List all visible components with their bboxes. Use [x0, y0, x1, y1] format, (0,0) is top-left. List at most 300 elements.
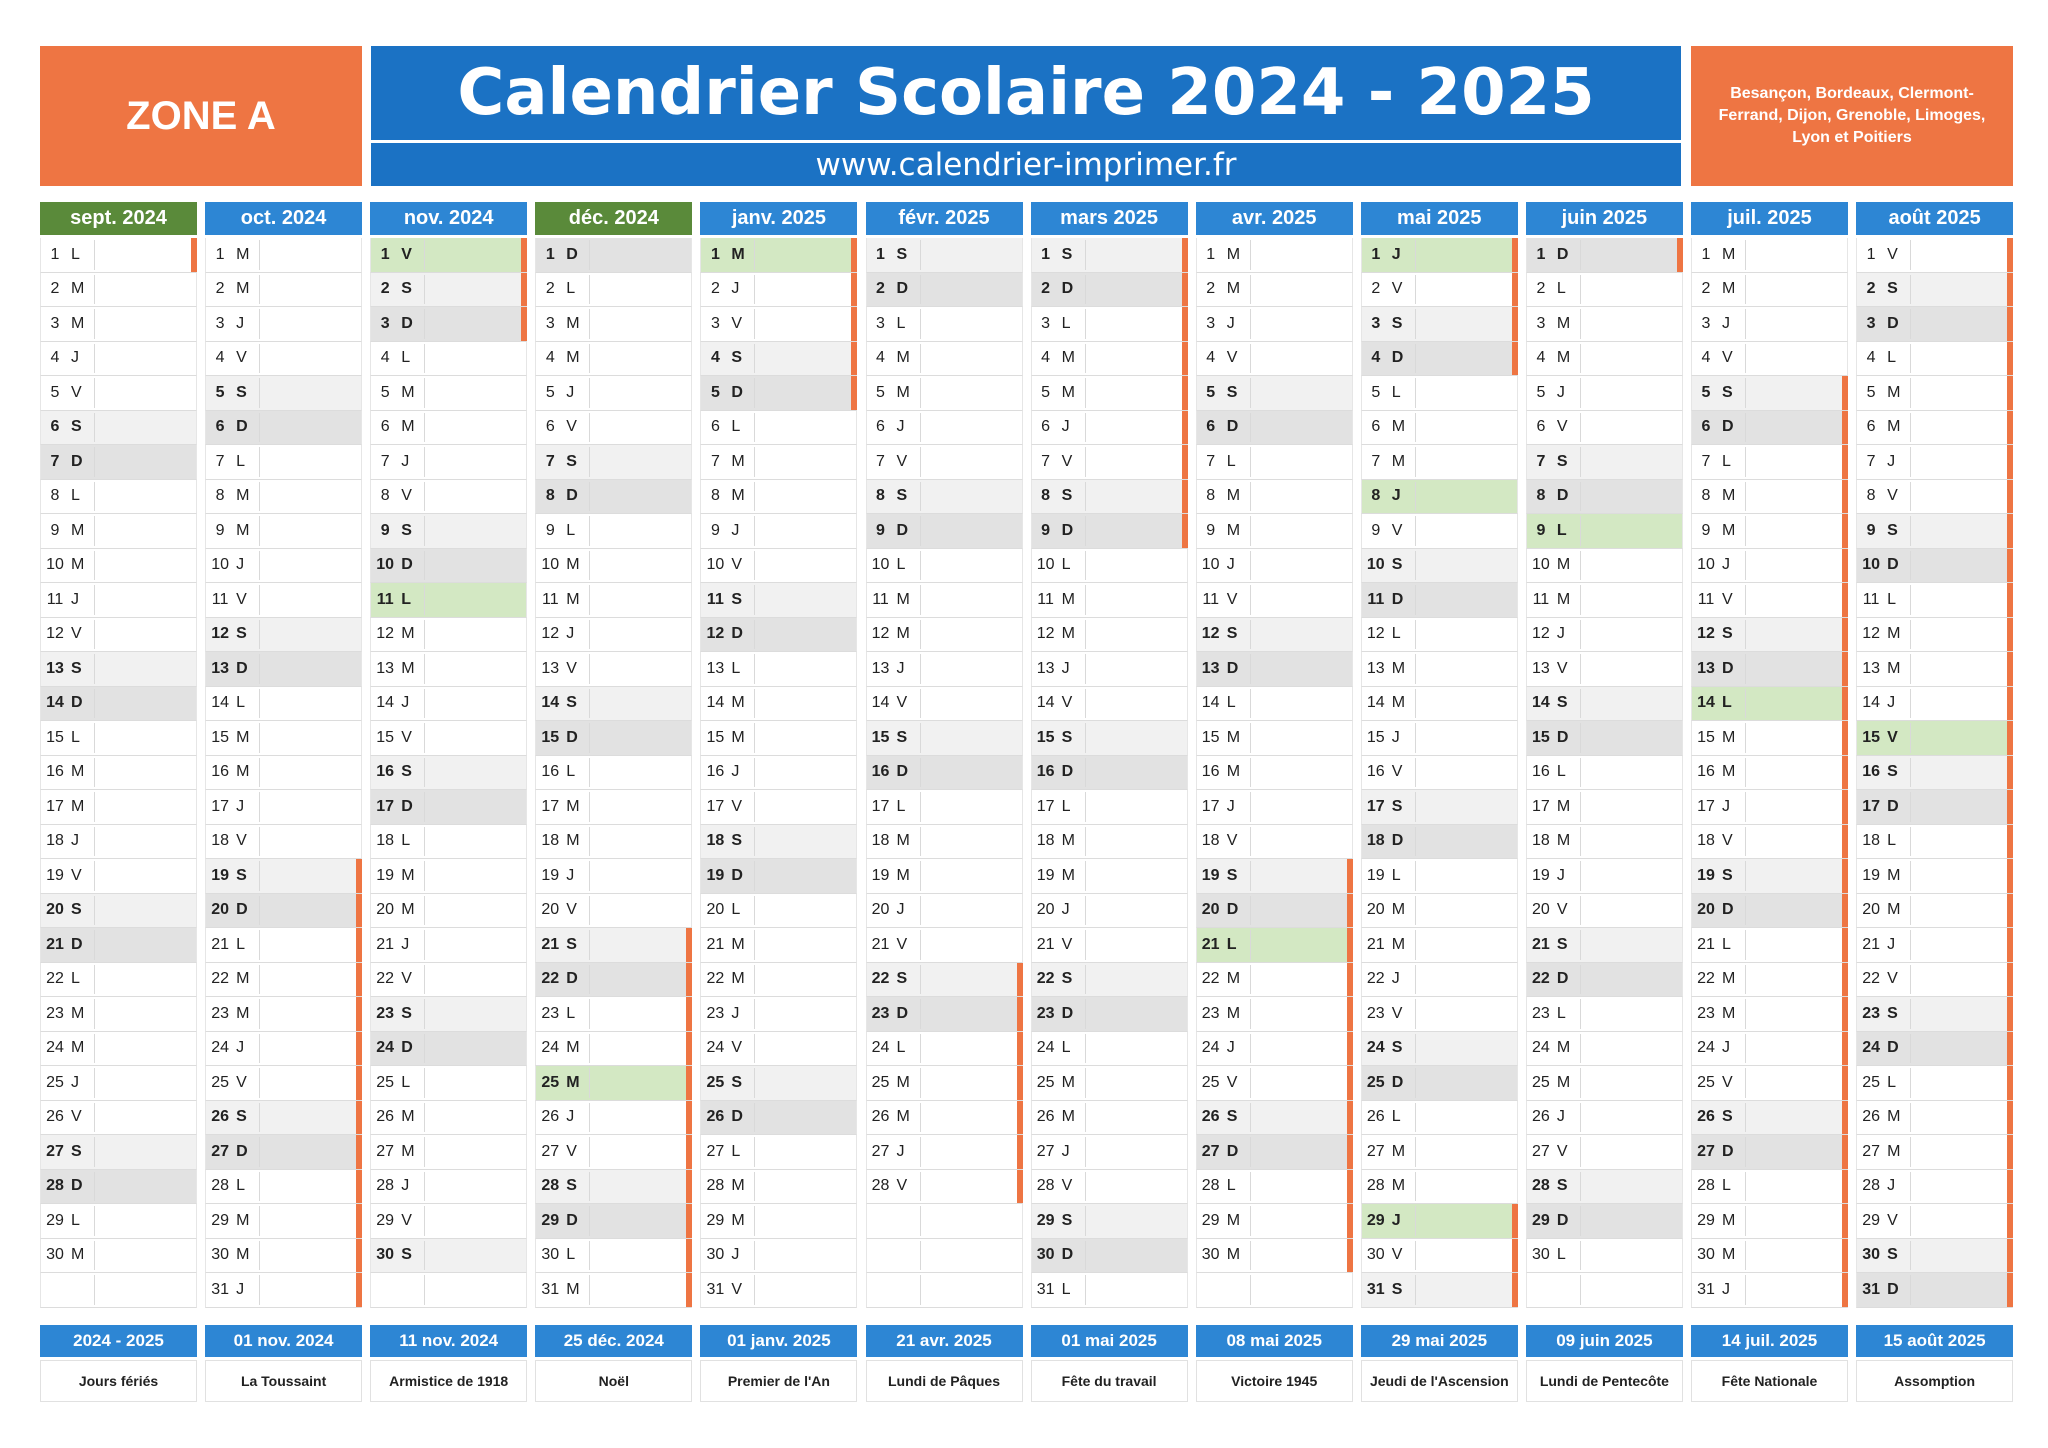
day-row — [700, 411, 857, 446]
vacation-marker — [2007, 1101, 2013, 1135]
vacation-marker — [686, 1032, 692, 1066]
day-row — [535, 1032, 692, 1067]
day-row — [205, 687, 362, 722]
weekday-letter: L — [896, 1039, 906, 1057]
weekday-letter: M — [71, 1246, 85, 1264]
weekday-letter: M — [401, 659, 415, 677]
holiday-date: 11 nov. 2024 — [370, 1325, 527, 1357]
weekday-letter: V — [401, 728, 412, 746]
day-row — [1691, 583, 1848, 618]
day-number: 29 — [1862, 1211, 1880, 1229]
weekday-letter: D — [566, 728, 578, 746]
day-row-empty — [1526, 1273, 1683, 1308]
day-row — [370, 928, 527, 963]
weekday-letter: S — [1061, 970, 1073, 988]
day-row — [1856, 342, 2013, 377]
day-number: 13 — [1201, 659, 1220, 677]
weekday-letter: S — [566, 935, 577, 953]
weekday-letter: S — [1391, 314, 1403, 332]
vacation-marker — [1512, 307, 1518, 341]
month-header: janv. 2025 — [700, 202, 857, 235]
day-number: 17 — [46, 797, 64, 815]
day-number: 9 — [1041, 521, 1051, 539]
day-row — [370, 1032, 527, 1067]
day-row — [40, 756, 197, 791]
day-number: 19 — [1862, 866, 1880, 884]
day-row — [535, 825, 692, 860]
weekday-letter: M — [71, 556, 85, 574]
weekday-letter: L — [1061, 556, 1071, 574]
day-row — [1031, 859, 1188, 894]
day-number: 14 — [706, 694, 725, 712]
weekday-letter: J — [731, 280, 740, 298]
day-row — [40, 307, 197, 342]
day-number: 26 — [871, 1108, 890, 1126]
day-row — [1031, 1204, 1188, 1239]
weekday-letter: L — [1722, 1177, 1731, 1195]
day-number: 16 — [1201, 763, 1220, 781]
day-number: 14 — [46, 694, 64, 712]
day-row — [700, 1066, 857, 1101]
weekday-letter: V — [1887, 487, 1898, 505]
weekday-letter: M — [731, 728, 745, 746]
weekday-letter: S — [1556, 452, 1568, 470]
day-number: 15 — [541, 728, 560, 746]
day-number: 26 — [1531, 1108, 1550, 1126]
day-row — [1526, 342, 1683, 377]
day-number: 12 — [46, 625, 64, 643]
day-number: 12 — [706, 625, 725, 643]
vacation-marker — [1842, 997, 1848, 1031]
day-row — [1361, 273, 1518, 308]
weekday-letter: D — [731, 1108, 743, 1126]
day-number: 15 — [376, 728, 395, 746]
day-row — [535, 238, 692, 273]
day-row — [1196, 652, 1353, 687]
weekday-letter: S — [731, 832, 743, 850]
day-number: 29 — [1036, 1211, 1055, 1229]
weekday-letter: L — [731, 1142, 741, 1160]
day-row — [535, 894, 692, 929]
vacation-marker — [1842, 963, 1848, 997]
day-number: 21 — [1697, 935, 1715, 953]
day-row — [40, 1135, 197, 1170]
weekday-letter: S — [566, 1177, 577, 1195]
weekday-letter: M — [236, 521, 250, 539]
weekday-letter: J — [1722, 1039, 1730, 1057]
weekday-letter: M — [1391, 1177, 1406, 1195]
vacation-marker — [1842, 721, 1848, 755]
day-number: 20 — [541, 901, 560, 919]
day-number: 12 — [1201, 625, 1220, 643]
day-number: 19 — [1531, 866, 1550, 884]
weekday-letter: S — [71, 418, 82, 436]
day-row — [1526, 480, 1683, 515]
weekday-letter: S — [1887, 280, 1898, 298]
vacation-marker — [2007, 514, 2013, 548]
weekday-letter: L — [566, 763, 576, 781]
day-number: 5 — [380, 383, 390, 401]
weekday-letter: L — [1061, 314, 1071, 332]
day-row — [370, 721, 527, 756]
weekday-letter: S — [1061, 487, 1073, 505]
day-number: 23 — [46, 1004, 64, 1022]
title-block — [371, 46, 1681, 186]
day-number: 27 — [376, 1142, 395, 1160]
day-number: 31 — [706, 1280, 725, 1298]
day-number: 27 — [706, 1142, 725, 1160]
day-row — [40, 894, 197, 929]
weekday-letter: J — [566, 625, 575, 643]
day-row — [1526, 583, 1683, 618]
day-row — [1196, 928, 1353, 963]
day-number: 26 — [706, 1108, 725, 1126]
day-number: 10 — [1036, 556, 1055, 574]
day-number: 6 — [1371, 418, 1381, 436]
holiday-name: Victoire 1945 — [1196, 1360, 1353, 1402]
day-number: 28 — [1862, 1177, 1880, 1195]
weekday-letter: L — [401, 590, 411, 608]
day-number: 12 — [541, 625, 560, 643]
day-row — [866, 411, 1023, 446]
day-number: 10 — [1201, 556, 1220, 574]
day-number: 7 — [876, 452, 885, 470]
day-number: 20 — [1531, 901, 1550, 919]
holiday-name: Assomption — [1856, 1360, 2013, 1402]
month-header: août 2025 — [1856, 202, 2013, 235]
day-number: 13 — [871, 659, 890, 677]
weekday-letter: S — [236, 866, 247, 884]
day-row — [1526, 687, 1683, 722]
holiday-date: 01 mai 2025 — [1031, 1325, 1188, 1357]
weekday-letter: D — [401, 797, 413, 815]
day-number: 2 — [1371, 280, 1381, 298]
day-number: 31 — [1862, 1280, 1880, 1298]
vacation-marker — [2007, 342, 2013, 376]
month-header: oct. 2024 — [205, 202, 362, 235]
day-number: 11 — [541, 590, 559, 608]
day-number: 30 — [541, 1246, 560, 1264]
weekday-letter: D — [731, 625, 743, 643]
day-row — [1691, 687, 1848, 722]
vacation-marker — [2007, 963, 2013, 997]
day-number: 17 — [1366, 797, 1385, 815]
weekday-letter: J — [1226, 1039, 1235, 1057]
weekday-letter: L — [731, 659, 741, 677]
day-number: 30 — [211, 1246, 229, 1264]
day-number: 9 — [1866, 521, 1876, 539]
weekday-letter: L — [71, 245, 80, 263]
day-number: 22 — [1862, 970, 1880, 988]
weekday-letter: D — [1226, 418, 1239, 436]
weekday-letter: M — [236, 280, 250, 298]
day-row — [866, 480, 1023, 515]
day-row — [866, 997, 1023, 1032]
day-number: 29 — [1697, 1211, 1715, 1229]
month-column — [1856, 202, 2013, 1308]
day-row — [1691, 825, 1848, 860]
weekday-letter: V — [1391, 280, 1403, 298]
weekday-letter: J — [1226, 314, 1235, 332]
weekday-letter: D — [1391, 1073, 1404, 1091]
weekday-letter: J — [1391, 970, 1400, 988]
day-number: 11 — [46, 590, 64, 608]
weekday-letter: L — [1887, 832, 1896, 850]
day-row — [1361, 652, 1518, 687]
weekday-letter: V — [401, 970, 412, 988]
vacation-marker — [2007, 652, 2013, 686]
weekday-letter: M — [566, 1073, 580, 1091]
day-number: 7 — [1701, 452, 1711, 470]
day-number: 19 — [1036, 866, 1055, 884]
vacation-marker — [2007, 825, 2013, 859]
weekday-letter: M — [1061, 590, 1075, 608]
day-row — [700, 721, 857, 756]
day-row — [370, 549, 527, 584]
day-row — [535, 721, 692, 756]
day-number: 17 — [1201, 797, 1220, 815]
weekday-letter: S — [401, 1004, 412, 1022]
month-header: nov. 2024 — [370, 202, 527, 235]
day-row — [1856, 652, 2013, 687]
weekday-letter: V — [1887, 1211, 1898, 1229]
day-number: 27 — [1366, 1142, 1385, 1160]
day-number: 11 — [872, 590, 889, 608]
day-row — [1196, 411, 1353, 446]
weekday-letter: L — [1556, 1004, 1566, 1022]
weekday-letter: V — [731, 1280, 743, 1298]
day-row — [866, 342, 1023, 377]
day-row — [535, 307, 692, 342]
vacation-marker — [1842, 480, 1848, 514]
day-row — [1361, 825, 1518, 860]
day-number: 3 — [380, 314, 390, 332]
vacation-marker — [2007, 238, 2013, 272]
vacation-marker — [2007, 997, 2013, 1031]
weekday-letter: S — [1887, 521, 1898, 539]
day-row — [1196, 963, 1353, 998]
vacation-marker — [1512, 273, 1518, 307]
day-row — [1856, 1273, 2013, 1308]
weekday-letter: D — [1556, 245, 1569, 263]
day-number: 11 — [376, 590, 394, 608]
day-number: 9 — [545, 521, 555, 539]
day-number: 6 — [50, 418, 60, 436]
website-link[interactable]: www.calendrier-imprimer.fr — [371, 143, 1681, 186]
day-number: 29 — [376, 1211, 395, 1229]
day-row — [1856, 825, 2013, 860]
day-number: 3 — [1371, 314, 1381, 332]
weekday-letter: M — [1061, 349, 1075, 367]
day-row — [1031, 618, 1188, 653]
vacation-marker — [1512, 1204, 1518, 1238]
weekday-letter: L — [1887, 349, 1896, 367]
weekday-letter: V — [896, 694, 908, 712]
day-number: 12 — [376, 625, 395, 643]
day-number: 16 — [211, 763, 229, 781]
day-number: 2 — [1866, 280, 1876, 298]
weekday-letter: S — [1556, 935, 1568, 953]
weekday-letter: J — [1226, 556, 1235, 574]
weekday-letter: L — [1722, 452, 1731, 470]
day-row — [1856, 1101, 2013, 1136]
day-number: 13 — [1531, 659, 1550, 677]
day-row — [1691, 1170, 1848, 1205]
weekday-letter: D — [1226, 901, 1239, 919]
day-row — [866, 307, 1023, 342]
day-row — [1196, 549, 1353, 584]
weekday-letter: M — [731, 694, 745, 712]
day-number: 2 — [380, 280, 390, 298]
day-row — [205, 652, 362, 687]
day-row — [1856, 687, 2013, 722]
day-number: 19 — [211, 866, 229, 884]
day-row — [1856, 894, 2013, 929]
day-row — [1856, 411, 2013, 446]
day-row — [205, 342, 362, 377]
day-number: 23 — [1036, 1004, 1055, 1022]
weekday-letter: L — [1391, 866, 1401, 884]
weekday-letter: V — [1061, 1177, 1073, 1195]
day-number: 21 — [211, 935, 229, 953]
weekday-letter: V — [1226, 832, 1238, 850]
day-row — [370, 480, 527, 515]
day-number: 15 — [706, 728, 725, 746]
day-number: 7 — [1041, 452, 1051, 470]
day-number: 23 — [541, 1004, 560, 1022]
weekday-letter: J — [566, 383, 575, 401]
weekday-letter: M — [1226, 728, 1241, 746]
day-row — [1526, 1032, 1683, 1067]
vacation-marker — [521, 273, 527, 307]
day-number: 19 — [376, 866, 395, 884]
day-number: 18 — [1862, 832, 1880, 850]
day-row — [700, 1032, 857, 1067]
day-number: 13 — [1366, 659, 1385, 677]
day-row — [370, 687, 527, 722]
day-number: 25 — [871, 1073, 890, 1091]
vacation-marker — [356, 1135, 362, 1169]
weekday-letter: D — [566, 1211, 578, 1229]
month-column — [1526, 202, 1683, 1308]
weekday-letter: L — [566, 280, 576, 298]
day-number: 27 — [1531, 1142, 1550, 1160]
weekday-letter: S — [401, 521, 412, 539]
day-number: 16 — [706, 763, 725, 781]
day-number: 6 — [1866, 418, 1876, 436]
vacation-marker — [1182, 514, 1188, 548]
day-number: 28 — [1531, 1177, 1550, 1195]
vacation-marker — [686, 928, 692, 962]
day-row — [205, 1101, 362, 1136]
day-number: 5 — [1701, 383, 1711, 401]
day-row — [1856, 618, 2013, 653]
vacation-marker — [2007, 756, 2013, 790]
holiday-date: 25 déc. 2024 — [535, 1325, 692, 1357]
day-row — [700, 825, 857, 860]
day-number: 21 — [871, 935, 890, 953]
day-number: 14 — [1036, 694, 1055, 712]
day-number: 3 — [1701, 314, 1711, 332]
day-number: 25 — [541, 1073, 560, 1091]
day-row — [1196, 997, 1353, 1032]
day-number: 11 — [1862, 590, 1880, 608]
day-row — [1196, 1135, 1353, 1170]
weekday-letter: M — [566, 797, 580, 815]
day-number: 10 — [1697, 556, 1715, 574]
weekday-letter: M — [1887, 418, 1901, 436]
vacation-marker — [2007, 1170, 2013, 1204]
weekday-letter: S — [236, 1108, 247, 1126]
day-number: 9 — [876, 521, 885, 539]
day-row — [700, 1135, 857, 1170]
day-row — [1526, 514, 1683, 549]
day-row — [1031, 307, 1188, 342]
day-row — [1031, 756, 1188, 791]
day-row — [700, 928, 857, 963]
day-number: 16 — [1697, 763, 1715, 781]
vacation-marker — [1842, 894, 1848, 928]
weekday-letter: M — [401, 901, 415, 919]
weekday-letter: J — [401, 452, 410, 470]
vacation-marker — [1512, 238, 1518, 272]
weekday-letter: M — [1556, 314, 1571, 332]
day-row — [1196, 238, 1353, 273]
vacation-marker — [1512, 1239, 1518, 1273]
day-row — [1031, 1032, 1188, 1067]
day-number: 1 — [215, 245, 225, 263]
holiday-date: 09 juin 2025 — [1526, 1325, 1683, 1357]
day-row — [205, 549, 362, 584]
day-number: 17 — [871, 797, 890, 815]
day-number: 24 — [1036, 1039, 1055, 1057]
day-row — [1031, 342, 1188, 377]
day-number: 2 — [1206, 280, 1216, 298]
day-row — [1361, 1170, 1518, 1205]
weekday-letter: J — [1722, 797, 1730, 815]
weekday-letter: L — [896, 797, 906, 815]
day-row — [370, 618, 527, 653]
weekday-letter: D — [1391, 832, 1404, 850]
weekday-letter: D — [1061, 1004, 1074, 1022]
day-row — [1691, 1101, 1848, 1136]
day-row — [700, 480, 857, 515]
day-row — [40, 1101, 197, 1136]
day-number: 9 — [1536, 521, 1546, 539]
day-row — [370, 342, 527, 377]
weekday-letter: M — [1391, 418, 1406, 436]
day-number: 2 — [1701, 280, 1711, 298]
day-row — [205, 1239, 362, 1274]
day-number: 18 — [1366, 832, 1385, 850]
day-row — [205, 480, 362, 515]
day-row — [1691, 1066, 1848, 1101]
day-number: 23 — [1366, 1004, 1385, 1022]
weekday-letter: D — [401, 314, 413, 332]
day-row — [40, 1204, 197, 1239]
day-row — [700, 997, 857, 1032]
weekday-letter: L — [1226, 935, 1237, 953]
day-number: 9 — [1701, 521, 1711, 539]
weekday-letter: D — [1887, 1039, 1899, 1057]
day-row — [866, 376, 1023, 411]
vacation-marker — [2007, 1239, 2013, 1273]
day-number: 28 — [1366, 1177, 1385, 1195]
weekday-letter: J — [1061, 1142, 1070, 1160]
day-number: 21 — [376, 935, 395, 953]
day-number: 1 — [1206, 245, 1216, 263]
weekday-letter: M — [1061, 625, 1075, 643]
